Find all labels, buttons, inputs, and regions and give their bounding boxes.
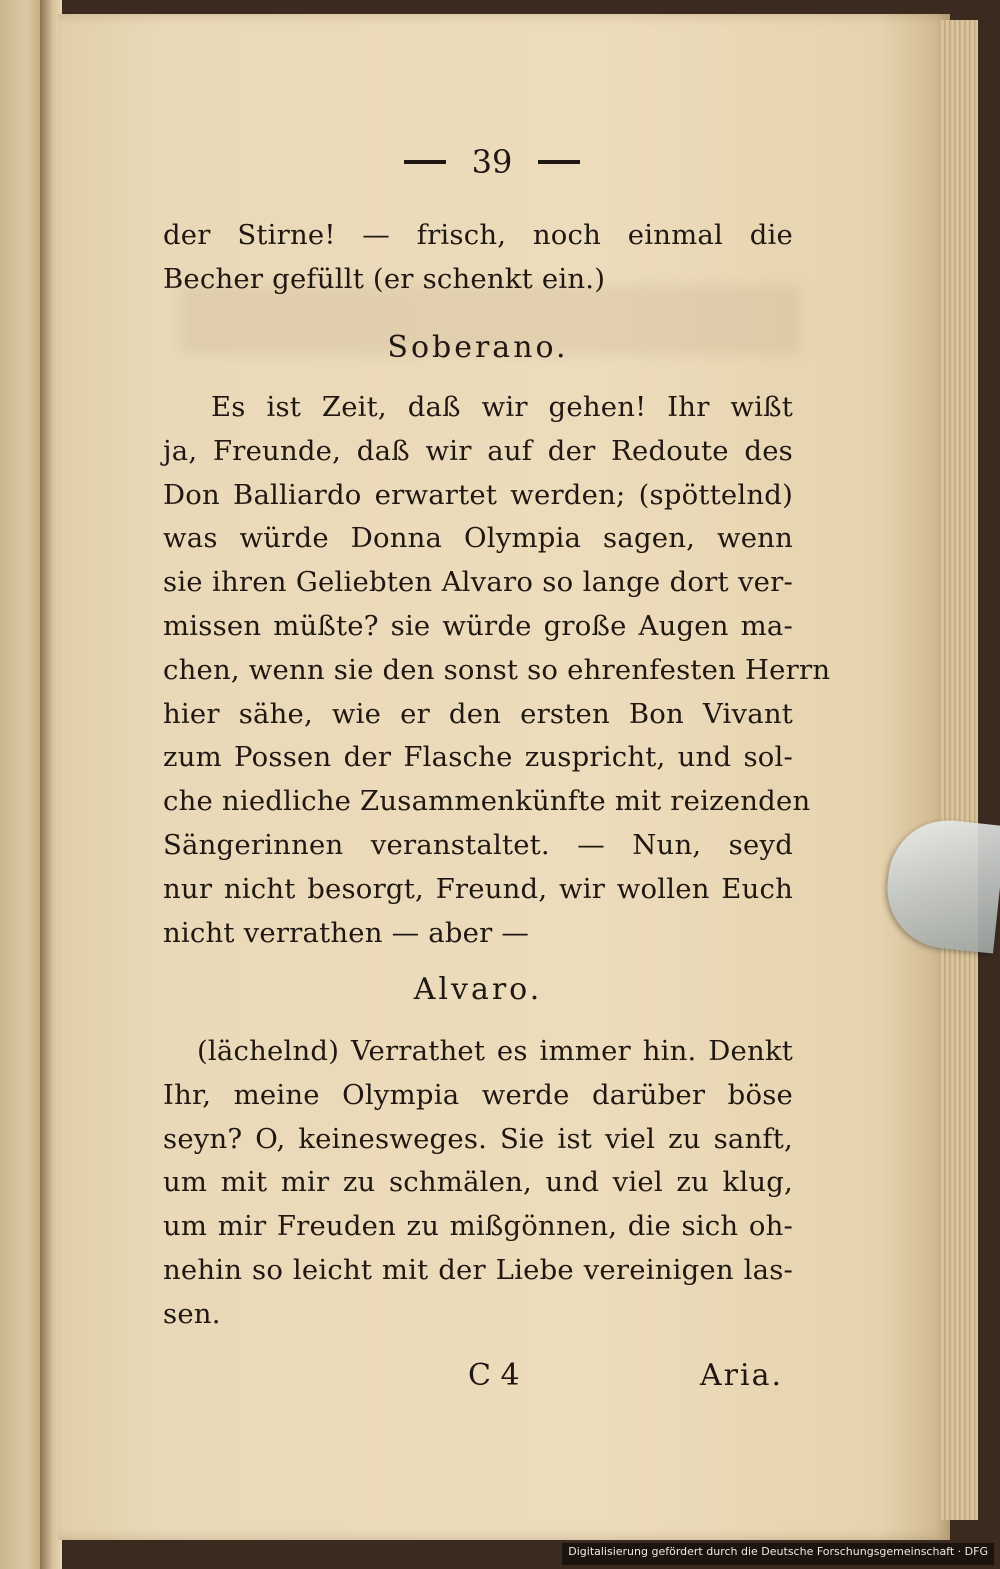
- rule-right: [538, 160, 580, 164]
- speech-soberano: [163, 386, 831, 955]
- page-number-text: 39: [471, 143, 513, 181]
- text-line: um mit mir zu schmälen, und viel zu klug,: [163, 1166, 793, 1199]
- text-line: zum Possen der Flasche zuspricht, und sol-: [163, 741, 793, 774]
- text-line: nicht verrathen — aber —: [163, 916, 530, 949]
- speaker-name: Alvaro.: [413, 972, 543, 1007]
- page-edges: [940, 20, 978, 1520]
- catchword: Aria.: [699, 1358, 783, 1393]
- text-line: ja, Freunde, daß wir auf der Redoute des: [163, 434, 793, 467]
- text-line: sie ihren Geliebten Alvaro so lange dort ver-: [163, 566, 793, 599]
- text-line: nehin so leicht mit der Liebe vereinigen las-: [163, 1253, 793, 1286]
- page-number: [382, 142, 602, 182]
- speaker-name: Soberano.: [387, 330, 569, 365]
- text-line: Ihr, meine Olympia werde darüber böse: [163, 1078, 793, 1111]
- text-line: seyn? O, keinesweges. Sie ist viel zu sanft,: [163, 1122, 793, 1155]
- text-line: (lächelnd) Verrathet es immer hin. Denkt: [197, 1035, 793, 1067]
- text-line: um mir Freuden zu mißgönnen, die sich oh-: [163, 1210, 793, 1243]
- text-line: der Stirne! — frisch, noch einmal die: [163, 219, 793, 251]
- text-line: Es ist Zeit, daß wir gehen! Ihr wißt: [211, 391, 793, 423]
- text-line: che niedliche Zusammenkünfte mit reizenden: [163, 785, 811, 818]
- text-line: nur nicht besorgt, Freund, wir wollen Euch: [163, 872, 793, 905]
- text-line: Don Balliardo erwartet werden; (spöttelnd): [163, 478, 793, 511]
- text-line: Sängerinnen veranstaltet. — Nun, seyd: [163, 828, 793, 861]
- text-line: was würde Donna Olympia sagen, wenn: [163, 522, 793, 555]
- intro-text: [163, 214, 793, 302]
- text-line: hier sähe, wie er den ersten Bon Vivant: [163, 697, 793, 730]
- rule-left: [404, 160, 446, 164]
- signature-mark: C 4: [468, 1358, 520, 1393]
- text-line: Becher gefüllt (er schenkt ein.): [163, 262, 606, 295]
- speech-alvaro: [163, 1030, 793, 1337]
- text-line: sen.: [163, 1297, 221, 1330]
- digitization-credit: Digitalisierung gefördert durch die Deutsche Forschungsgemeinschaft · DFG: [562, 1543, 994, 1565]
- text-line: chen, wenn sie den sonst so ehrenfesten Herrn: [163, 653, 831, 686]
- text-line: missen müßte? sie würde große Augen ma-: [163, 609, 793, 642]
- page-footer: [163, 1358, 793, 1402]
